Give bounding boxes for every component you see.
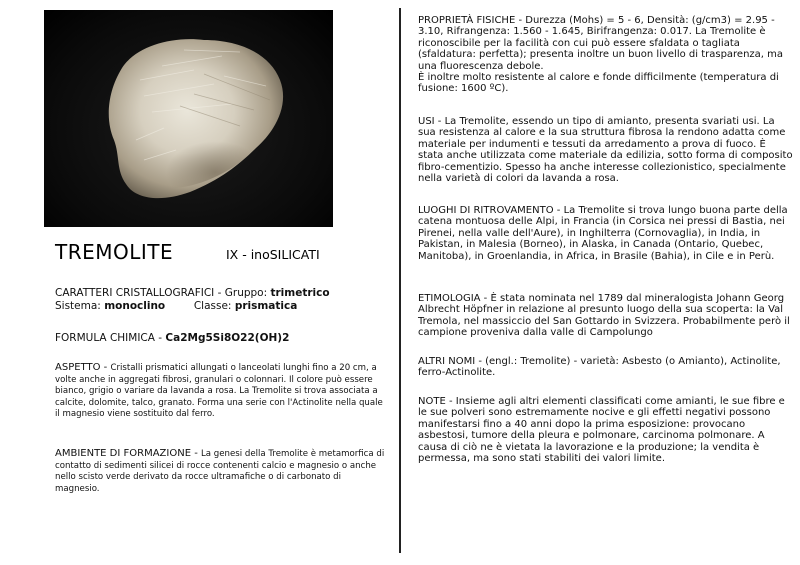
- aspetto-label: ASPETTO -: [55, 362, 108, 373]
- proprieta-section: [418, 15, 794, 95]
- gruppo-value: trimetrico: [270, 287, 330, 299]
- sistema-value: monoclino: [104, 300, 166, 312]
- ambiente-label: AMBIENTE DI FORMAZIONE -: [55, 448, 198, 459]
- column-divider: [399, 8, 401, 553]
- formula-label: FORMULA CHIMICA -: [55, 332, 163, 344]
- note-section: [418, 396, 794, 464]
- luoghi-text: La Tremolite si trova lungo buona parte della catena montuosa delle Alpi, in Francia (in Corsica nei pressi di Bastia, nei Pirenei, nella valle dell'Aure), in Inghilterra (Cornovaglia), in India, in Pakistan, in Malesia (Borneo), in Alaska, in Canada (Ontario, Quebec, Manitoba), in Groenlandia, in Africa, in Brasile (Bahia), in Cile e in Perù.: [418, 205, 788, 262]
- usi-section: [418, 116, 794, 184]
- mineral-class: IX - inoSILICATI: [226, 247, 320, 262]
- altri-nomi-label: ALTRI NOMI -: [418, 356, 482, 367]
- proprieta-text: Durezza (Mohs) = 5 - 6, Densità: (g/cm3) = 2.95 - 3.10, Rifrangenza: 1.560 - 1.645, Birifrangenza: 0.017. La Tremolite è riconoscibile per la facilità con cui può essere sfaldata o tagliata (sfaldatura: perfetta); presenta inoltre un buon livello di trasparenza, ma una fluorescenza debole.: [418, 15, 784, 72]
- caratteri-label: CARATTERI CRISTALLOGRAFICI - Gruppo:: [55, 287, 268, 299]
- usi-label: USI -: [418, 116, 442, 127]
- luoghi-section: [418, 205, 794, 262]
- proprieta-label: PROPRIETÀ FISICHE -: [418, 15, 523, 26]
- formula-section: [55, 333, 385, 345]
- aspetto-section: [55, 362, 385, 420]
- classe-label: Classe:: [193, 300, 232, 312]
- luoghi-label: LUOGHI DI RITROVAMENTO -: [418, 205, 561, 216]
- etimologia-text: È stata nominata nel 1789 dal mineralogista Johann Georg Albrecht Höpfner in relazione al presunto luogo della sua scoperta: la Val Tremola, nel massiccio del San Gottardo in Svizzera. Probabilmente però il campione proveniva dalla valle di Campolungo: [418, 293, 790, 339]
- mineral-name: TREMOLITE: [55, 240, 174, 264]
- ambiente-section: [55, 448, 385, 494]
- aspetto-text: Cristalli prismatici allungati o lanceolati lunghi fino a 20 cm, a volte anche in aggregati fibrosi, granulari o colonnari. Il colore può essere bianco, grigio o variare da lavanda a rosa. La Tremolite si trova associata a calcite, dolomite, talco, granato. Forma una serie con l'Actinolite nella quale il magnesio viene sostituito dal ferro.: [55, 363, 383, 420]
- altri-nomi-text: (engl.: Tremolite) - varietà: Asbesto (o Amianto), Actinolite, ferro-Actinolite.: [418, 356, 781, 379]
- ambiente-text: La genesi della Tremolite è metamorfica di contatto di sedimenti silicei di rocce contenenti calcio e magnesio o anche nello scisto verde derivato da rocce ultramafiche o di carbonato di magnesio.: [55, 449, 385, 494]
- altri-nomi-section: [418, 356, 794, 379]
- specimen-photo: [44, 10, 333, 227]
- classe-value: prismatica: [234, 300, 298, 312]
- sistema-label: Sistema:: [55, 300, 101, 312]
- formula-value: Ca2Mg5Si8O22(OH)2: [165, 332, 290, 344]
- etimologia-section: [418, 293, 794, 339]
- usi-text: La Tremolite, essendo un tipo di amianto, presenta svariati usi. La sua resistenza al calore e la sua struttura fibrosa la rendono adatta come materiale per indumenti e tessuti da arredamento a prova di fuoco. È stata anche utilizzata come materiale da edilizia, sotto forma di composito fibro-cementizio. Spesso ha anche interesse collezionistico, specialmente nella varietà di colori da lavanda a rosa.: [418, 116, 793, 185]
- note-text: Insieme agli altri elementi classificati come amianti, le sue fibre e le sue polveri sono estremamente nocive e gli effetti negativi possono manifestarsi fino a 40 anni dopo la prima esposizione: provocano asbestosi, tumore della pleura e polmonare, carcinoma polmonare. A causa di ciò ne è vietata la lavorazione e la produzione; la vendita è permessa, ma sono stati stabiliti dei valori limite.: [418, 396, 785, 465]
- proprieta-text-2: È inoltre molto resistente al calore e fonde difficilmente (temperatura di fusione: 1600 ºC).: [418, 72, 779, 95]
- note-label: NOTE -: [418, 396, 453, 407]
- etimologia-label: ETIMOLOGIA -: [418, 293, 488, 304]
- caratteri-section: [55, 287, 385, 313]
